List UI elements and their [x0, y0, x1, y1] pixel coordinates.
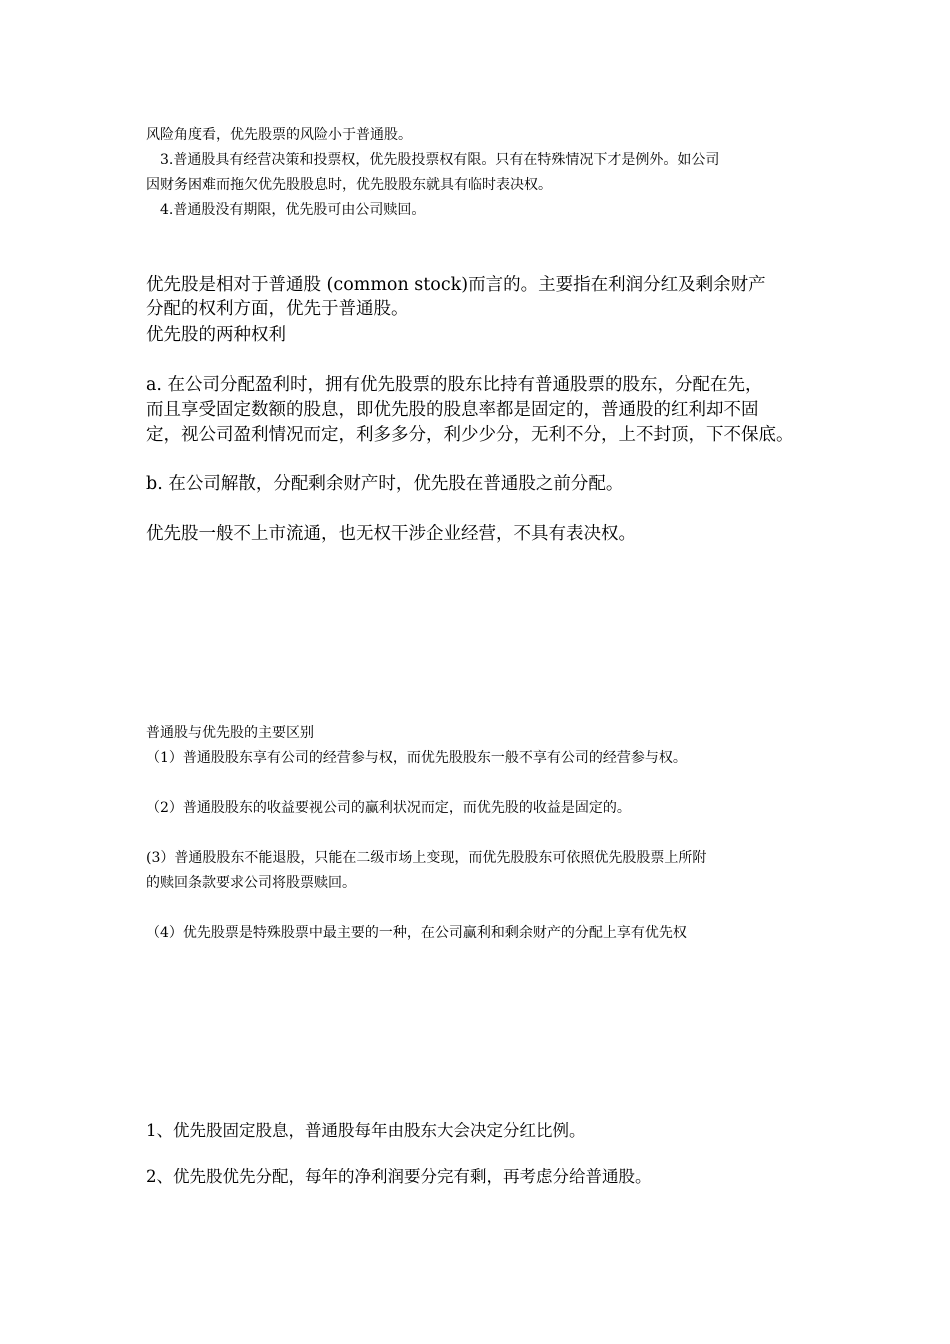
list-item: （1）普通股股东享有公司的经营参与权，而优先股股东一般不享有公司的经营参与权。: [146, 750, 687, 766]
list-item: 的赎回条款要求公司将股票赎回。: [146, 875, 356, 891]
list-item: 2、优先股优先分配，每年的净利润要分完有剩，再考虑分给普通股。: [146, 1167, 652, 1186]
text-line: 3.普通股具有经营决策和投票权，优先股投票权有限。只有在特殊情况下才是例外。如公司: [160, 152, 720, 168]
list-item: (3）普通股股东不能退股，只能在二级市场上变现，而优先股股东可依照优先股股票上所附: [146, 850, 707, 866]
text-line: 优先股是相对于普通股 (common stock)而言的。主要指在利润分红及剩余财产: [146, 275, 766, 295]
list-item: （2）普通股股东的收益要视公司的赢利状况而定，而优先股的收益是固定的。: [146, 800, 631, 816]
text-line: 优先股一般不上市流通，也无权干涉企业经营，不具有表决权。: [146, 524, 636, 544]
section-heading: 普通股与优先股的主要区别: [146, 725, 314, 741]
text-line: 因财务困难而拖欠优先股股息时，优先股股东就具有临时表决权。: [146, 177, 552, 193]
list-item: 1、优先股固定股息，普通股每年由股东大会决定分红比例。: [146, 1121, 586, 1140]
text-line: 4.普通股没有期限，优先股可由公司赎回。: [160, 202, 426, 218]
text-line: 风险角度看，优先股票的风险小于普通股。: [146, 127, 412, 143]
text-line: 而且享受固定数额的股息，即优先股的股息率都是固定的，普通股的红利却不固: [146, 400, 759, 420]
text-line: 分配的权利方面，优先于普通股。: [146, 299, 409, 319]
text-line: b. 在公司解散，分配剩余财产时，优先股在普通股之前分配。: [146, 474, 624, 494]
text-line: 定，视公司盈利情况而定，利多多分，利少少分，无利不分，上不封顶，下不保底。: [146, 425, 794, 445]
section-heading: 优先股的两种权利: [146, 325, 286, 345]
text-line: a. 在公司分配盈利时，拥有优先股票的股东比持有普通股票的股东，分配在先，: [146, 375, 763, 395]
list-item: （4）优先股票是特殊股票中最主要的一种，在公司赢利和剩余财产的分配上享有优先权: [146, 925, 687, 941]
